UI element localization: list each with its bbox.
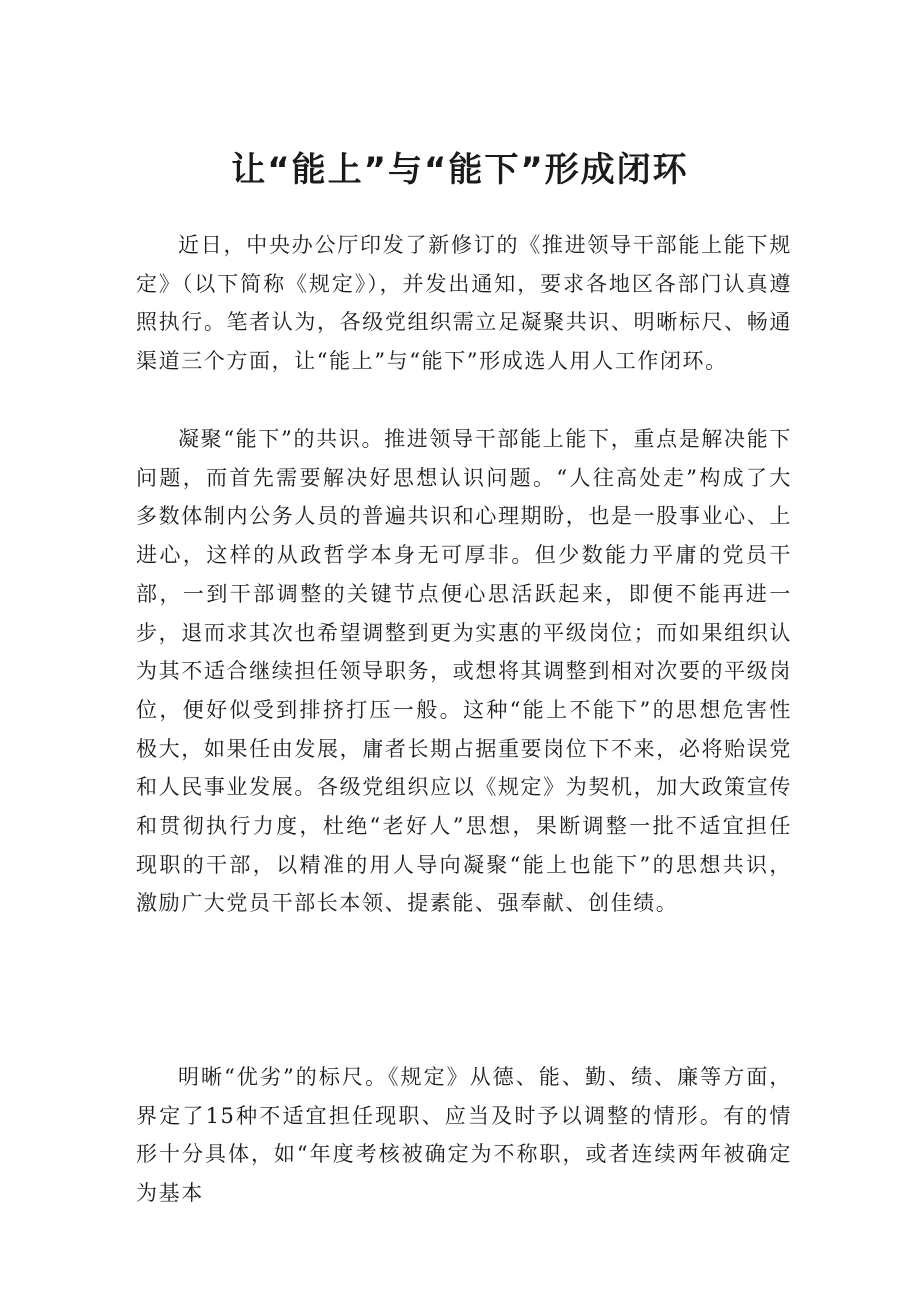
paragraph-3-block bbox=[136, 1058, 792, 1213]
document-title: 让“能上”与“能下”形成闭环 bbox=[231, 150, 689, 190]
paragraph-3: 明晰“优劣”的标尺。《规定》从德、能、勤、绩、廉等方面，界定了15种不适宜担任现职、应当及时予以调整的情形。有的情形十分具体，如“年度考核被确定为不称职，或者连续两年被确定为基本 bbox=[136, 1065, 792, 1206]
paragraph-1-block bbox=[136, 226, 792, 381]
paragraph-2: 凝聚“能下”的共识。推进领导干部能上能下，重点是解决能下问题，而首先需要解决好思想认识问题。“人往高处走”构成了大多数体制内公务人员的普遍共识和心理期盼，也是一股事业心、上进心，这样的从政哲学本身无可厚非。但少数能力平庸的党员干部，一到干部调整的关键节点便心思活跃起来，即便不能再进一步，退而求其次也希望调整到更为实惠的平级岗位；而如果组织认为其不适合继续担任领导职务，或想将其调整到相对次要的平级岗位，便好似受到排挤打压一般。这种“能上不能下”的思想危害性极大，如果任由发展，庸者长期占据重要岗位下不来，必将贻误党和人民事业发展。各级党组织应以《规定》为契机，加大政策宣传和贯彻执行力度，杜绝“老好人”思想，果断调整一批不适宜担任现职的干部，以精准的用人导向凝聚“能上也能下”的思想共识，激励广大党员干部长本领、提素能、强奉献、创佳绩。 bbox=[136, 427, 792, 916]
paragraph-2-block bbox=[136, 420, 792, 923]
paragraph-1: 近日，中央办公厅印发了新修订的《推进领导干部能上能下规定》（以下简称《规定》），并发出通知，要求各地区各部门认真遵照执行。笔者认为，各级党组织需立足凝聚共识、明晰标尺、畅通渠道三个方面，让“能上”与“能下”形成选人用人工作闭环。 bbox=[136, 233, 792, 374]
